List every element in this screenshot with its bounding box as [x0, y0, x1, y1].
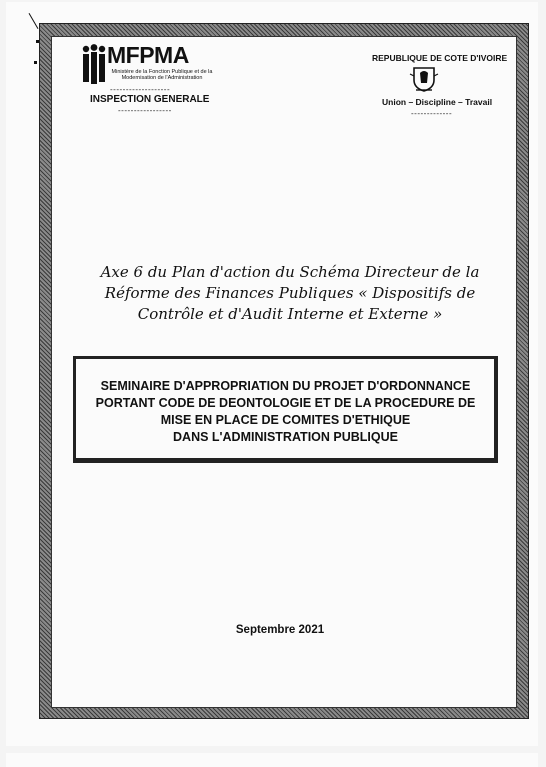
separator-dashes: ------------------- — [110, 85, 171, 94]
separator-dashes: ------------- — [411, 109, 453, 118]
department-name: INSPECTION GENERALE — [90, 94, 210, 105]
action-plan-axis: Axe 6 du Plan d'action du Schéma Directeur de la Réforme des Finances Publiques « Dispositifs de Contrôle et d'Audit Interne et Externe » — [100, 263, 480, 323]
country-name: REPUBLIQUE DE COTE D'IVOIRE — [372, 53, 508, 63]
next-page-edge — [6, 753, 538, 767]
ministry-logo — [81, 42, 211, 86]
title-line: PORTANT CODE DE DEONTOLOGIE ET DE LA PROCEDURE DE — [95, 396, 476, 410]
logo-name: MFPMA — [107, 42, 189, 68]
scan-mark — [34, 61, 37, 64]
seminar-title — [78, 378, 493, 446]
separator-dashes: ----------------- — [118, 106, 172, 115]
title-line: SEMINAIRE D'APPROPRIATION DU PROJET D'ORDONNANCE — [100, 379, 471, 393]
title-line: DANS L'ADMINISTRATION PUBLIQUE — [173, 430, 398, 444]
coat-of-arms-icon — [409, 64, 439, 92]
logo-subtitle: Ministère de la Fonction Publique et de la Modernisation de l'Administration — [111, 69, 213, 81]
document-date: Septembre 2021 — [235, 624, 325, 636]
national-motto: Union – Discipline – Travail — [382, 97, 493, 107]
title-line: MISE EN PLACE DE COMITES D'ETHIQUE — [160, 413, 411, 427]
scan-mark — [36, 40, 39, 43]
people-icon — [81, 44, 107, 84]
